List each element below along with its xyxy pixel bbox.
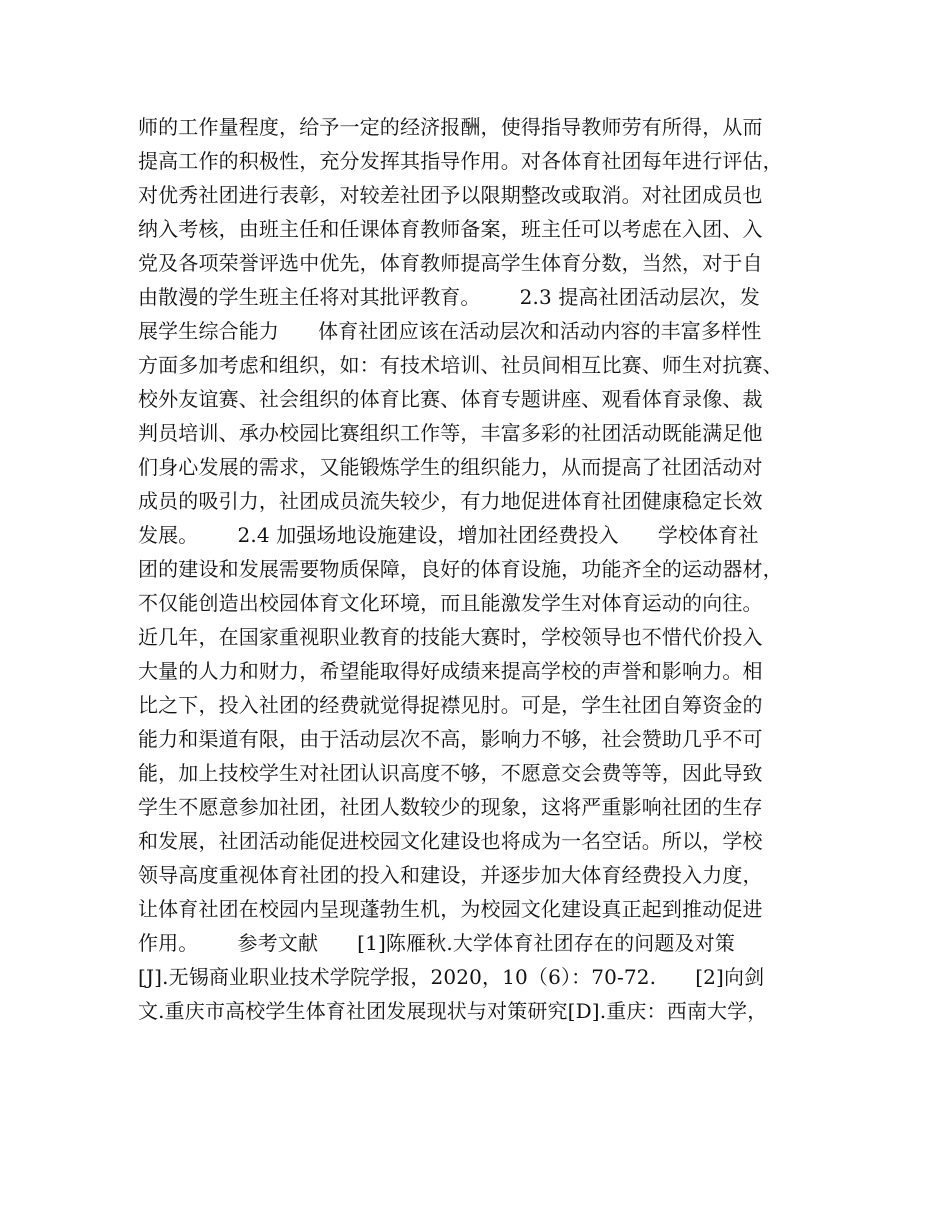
- text-line: 领导高度重视体育社团的投入和建设，并逐步加大体育经费投入力度，: [138, 863, 763, 887]
- text-line: 和发展，社团活动能促进校园文化建设也将成为一名空话。所以，学校: [138, 829, 763, 853]
- text-line: 比之下，投入社团的经费就觉得捉襟见肘。可是，学生社团自筹资金的: [138, 693, 763, 717]
- text-line: 文.重庆市高校学生体育社团发展现状与对策研究[D].重庆：西南大学，: [138, 999, 768, 1023]
- text-line: 师的工作量程度，给予一定的经济报酬，使得指导教师劳有所得，从而: [138, 115, 763, 139]
- text-line: 判员培训、承办校园比赛组织工作等，丰富多彩的社团活动既能满足他: [138, 421, 763, 445]
- text-line: 作用。 参考文献 [1]陈雁秋.大学体育社团存在的问题及对策: [138, 931, 735, 955]
- text-line: 近几年，在国家重视职业教育的技能大赛时，学校领导也不惜代价投入: [138, 625, 763, 649]
- text-line: 方面多加考虑和组织，如：有技术培训、社员间相互比赛、师生对抗赛、: [138, 353, 783, 377]
- text-line: 党及各项荣誉评选中优先，体育教师提高学生体育分数，当然，对于自: [138, 251, 763, 275]
- text-line: 团的建设和发展需要物质保障，良好的体育设施，功能齐全的运动器材，: [138, 557, 783, 581]
- text-line: 大量的人力和财力，希望能取得好成绩来提高学校的声誉和影响力。相: [138, 659, 763, 683]
- text-line: 发展。 2.4 加强场地设施建设，增加社团经费投入 学校体育社: [138, 523, 759, 547]
- text-line: 由散漫的学生班主任将对其批评教育。 2.3 提高社团活动层次，发: [138, 285, 760, 309]
- text-line: 学生不愿意参加社团，社团人数较少的现象，这将严重影响社团的生存: [138, 795, 763, 819]
- text-line: 成员的吸引力，社团成员流失较少，有力地促进体育社团健康稳定长效: [138, 489, 763, 513]
- text-line: 能力和渠道有限，由于活动层次不高，影响力不够，社会赞助几乎不可: [138, 727, 763, 751]
- text-line: 提高工作的积极性，充分发挥其指导作用。对各体育社团每年进行评估，: [138, 149, 783, 173]
- text-line: 展学生综合能力 体育社团应该在活动层次和活动内容的丰富多样性: [138, 319, 762, 343]
- text-line: 让体育社团在校园内呈现蓬勃生机，为校园文化建设真正起到推动促进: [138, 897, 763, 921]
- text-line: 能，加上技校学生对社团认识高度不够，不愿意交会费等等，因此导致: [138, 761, 763, 785]
- text-line: 对优秀社团进行表彰，对较差社团予以限期整改或取消。对社团成员也: [138, 183, 763, 207]
- body-text: [138, 110, 838, 1028]
- text-line: [J].无锡商业职业技术学院学报，2020，10（6）：70-72. [2]向剑: [138, 965, 765, 989]
- text-line: 纳入考核，由班主任和任课体育教师备案，班主任可以考虑在入团、入: [138, 217, 763, 241]
- text-line: 不仅能创造出校园体育文化环境，而且能激发学生对体育运动的向往。: [138, 591, 763, 615]
- text-line: 们身心发展的需求，又能锻炼学生的组织能力，从而提高了社团活动对: [138, 455, 763, 479]
- text-line: 校外友谊赛、社会组织的体育比赛、体育专题讲座、观看体育录像、裁: [138, 387, 763, 411]
